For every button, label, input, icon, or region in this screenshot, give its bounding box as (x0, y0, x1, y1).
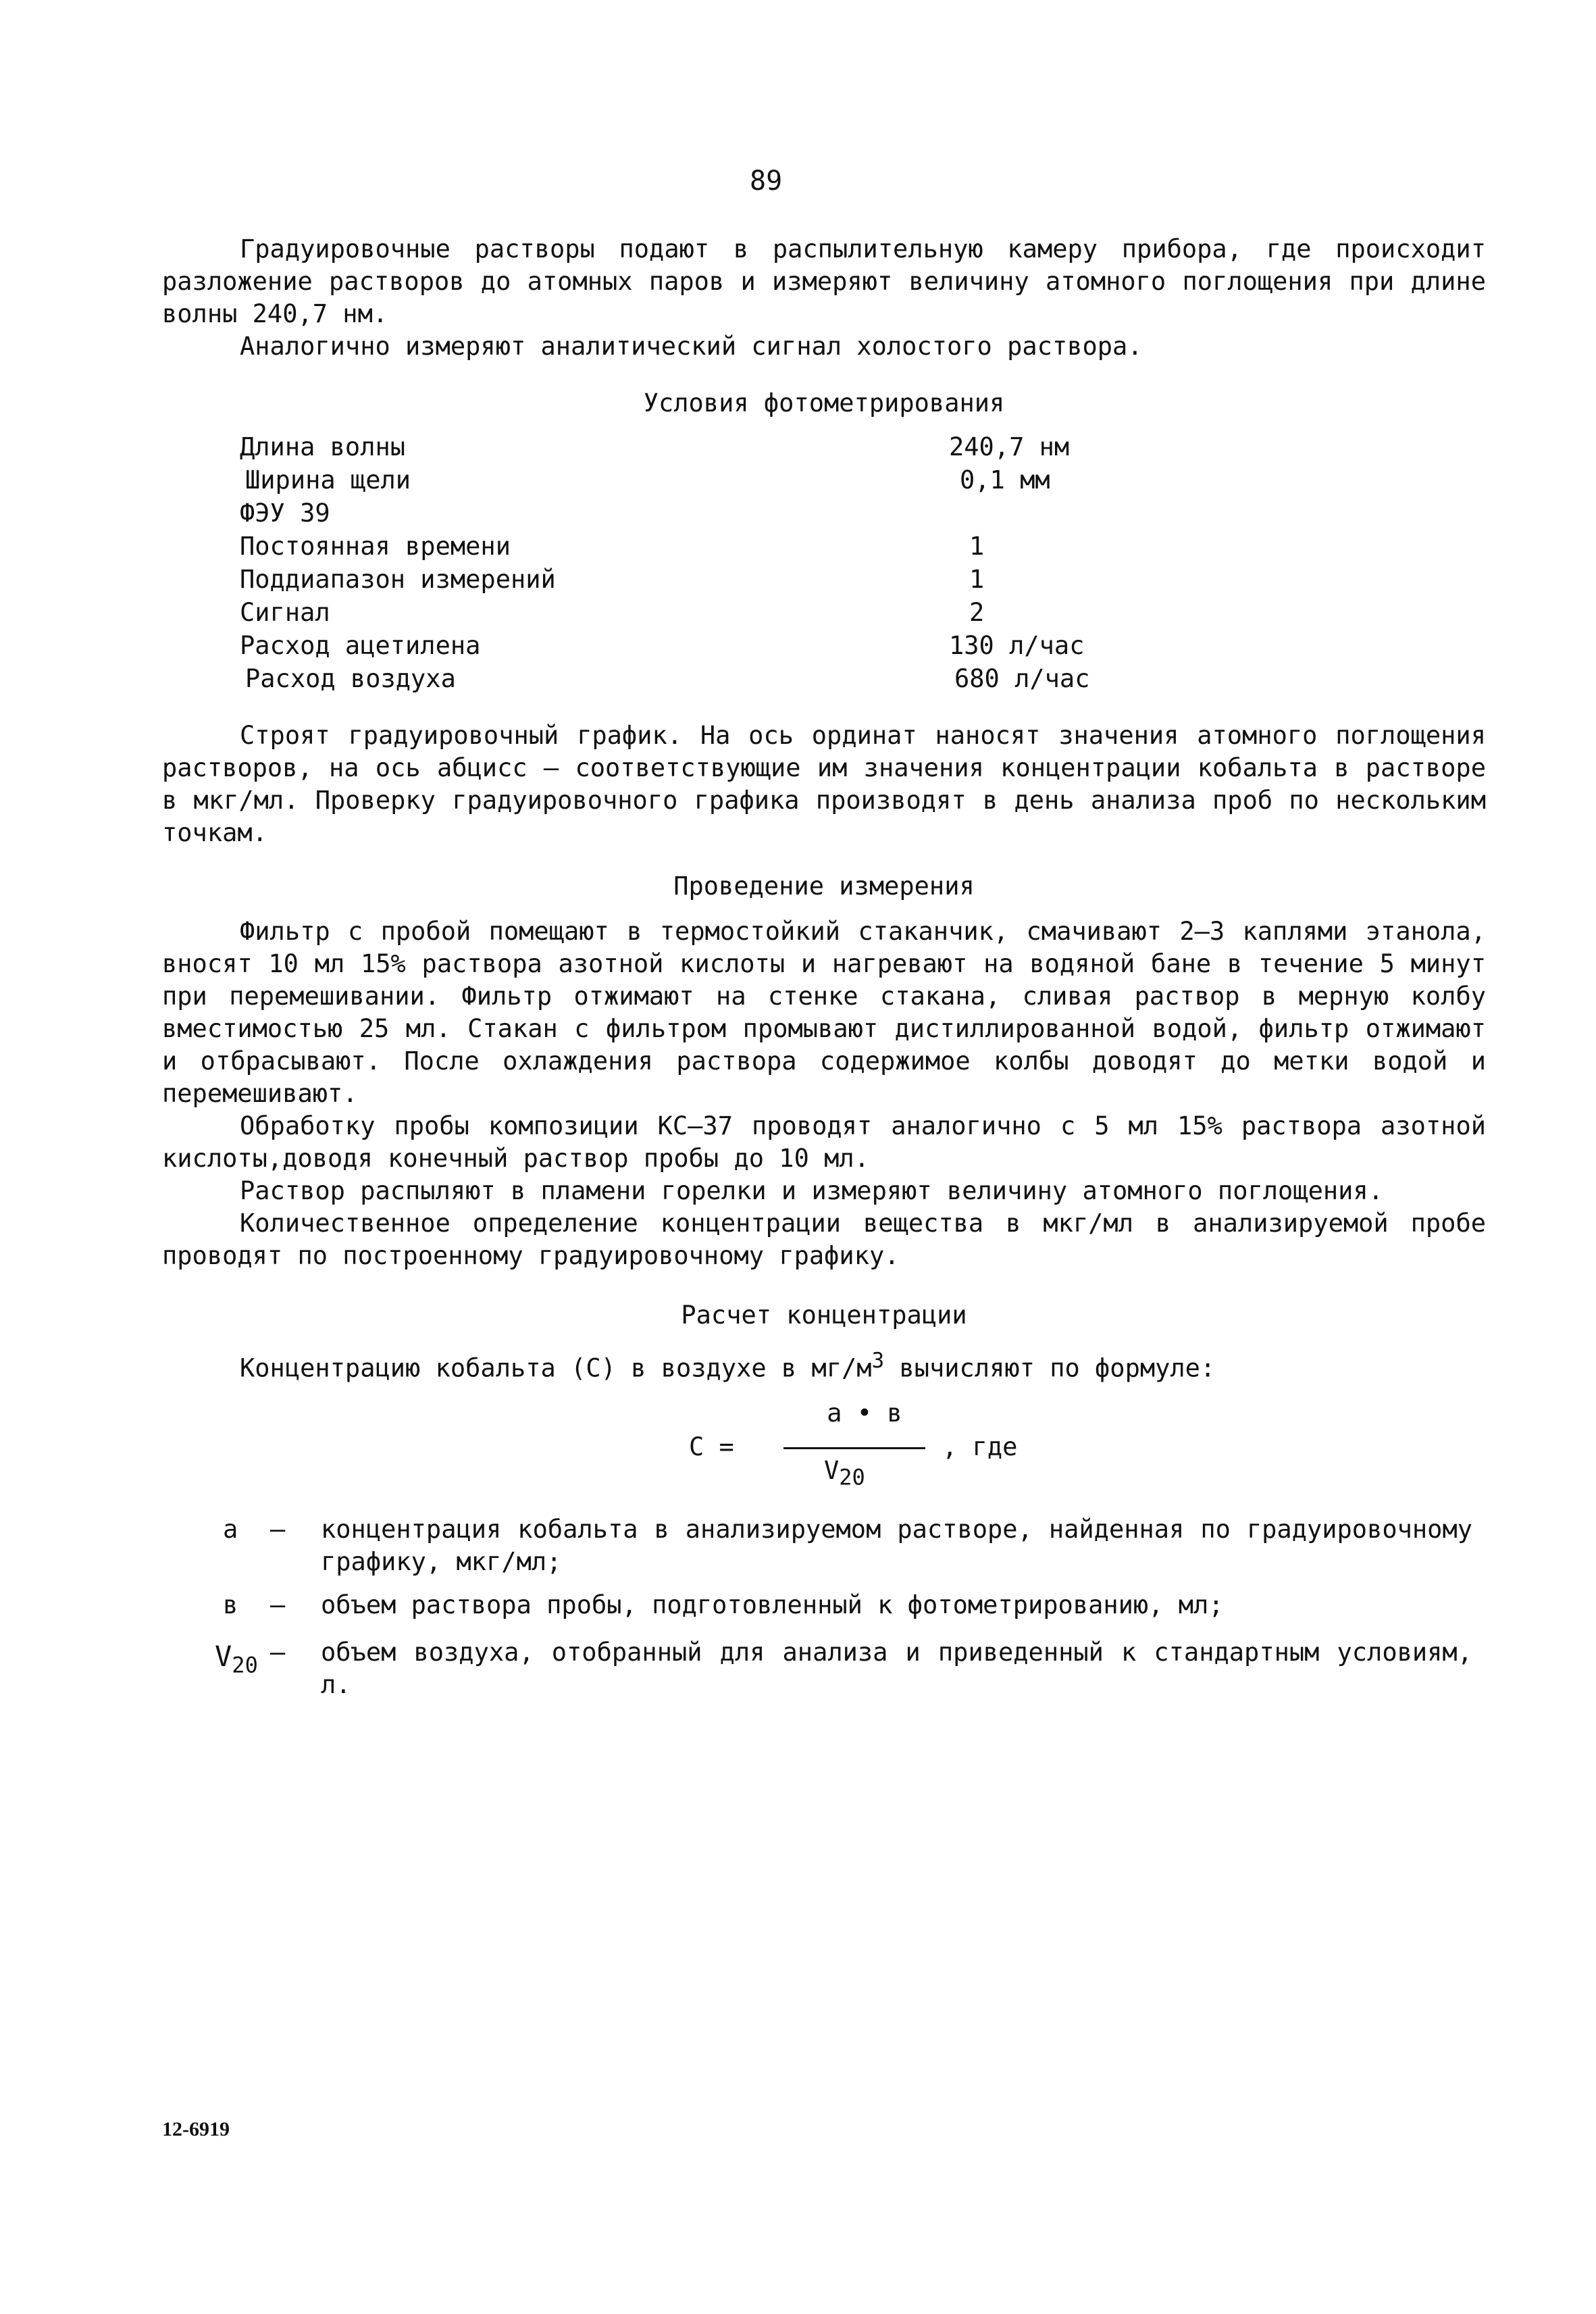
definition-dash: – (270, 1590, 286, 1619)
condition-value (949, 499, 1219, 532)
condition-value: 680 л/час (954, 664, 1090, 693)
condition-value: 1 (969, 565, 985, 594)
definition-dash: – (270, 1638, 286, 1667)
intro-paragraph-blank: Аналогично измеряют аналитический сигнал холостого раствора. (240, 332, 1143, 361)
condition-value: 1 (969, 532, 985, 561)
condition-value: 130 л/час (949, 631, 1085, 660)
measurement-paragraph: Раствор распыляют в пламени горелки и измеряют величину атомного поглощения. (240, 1176, 1383, 1205)
calculation-heading: Расчет концентрации (681, 1301, 967, 1330)
measurement-section (162, 915, 1486, 1272)
condition-label: Расход ацетилена (240, 631, 481, 660)
calculation-intro (162, 1344, 1486, 1384)
condition-label: Длина волны (240, 432, 406, 461)
formula-denominator: $V_{20}$ (824, 1456, 865, 1490)
measurement-heading: Проведение измерения (673, 872, 975, 901)
condition-label: Ширина щели (245, 466, 411, 495)
intro-section (162, 233, 1486, 363)
calibration-section (162, 720, 1486, 849)
definition-symbol: в (223, 1590, 238, 1619)
definition-text: концентрация кобальта в анализируемом растворе, найденная по градуировочному графику, мкг/мл; (321, 1515, 1472, 1576)
measurement-paragraph: Фильтр с пробой помещают в термостойкий стаканчик, смачивают 2–3 каплями этанола, вносят 10 мл 15% раствора азотной кислоты и нагревают на водяной бане в течение 5 минут при перемешивании. Фильтр отжимают на стенке стакана, сливая раствор в мерную колбу вместимостью 25 мл. Стакан с фильтром промывают дистиллированной водой, фильтр отжимают и отбрасывают. После охлаждения раствора содержимое колбы доводят до метки водой и перемешивают. (162, 917, 1486, 1108)
measurement-paragraph: Обработку пробы композиции КС–37 проводят аналогично с 5 мл 15% раствора азотной кислоты,доводя конечный раствор пробы до 10 мл. (162, 1111, 1486, 1173)
condition-row (240, 664, 1239, 697)
conditions-table (240, 432, 1239, 697)
definition-text: объем раствора пробы, подготовленный к фотометрированию, мл; (321, 1590, 1224, 1619)
intro-paragraph: Градуировочные растворы подают в распылительную камеру прибора, где происходит разложение растворов до атомных паров и измеряют величину атомного поглощения при длине волны 240,7 нм. (162, 234, 1486, 328)
condition-row (240, 499, 1239, 532)
conditions-heading: Условия фотометрирования (643, 388, 1005, 418)
calculation-intro-end: вычисляют по формуле: (884, 1353, 1216, 1383)
condition-value: 0,1 мм (960, 466, 1050, 495)
cubic-superscript: 3 (871, 1349, 885, 1373)
fraction-bar (783, 1447, 925, 1449)
condition-row (240, 598, 1239, 631)
calibration-paragraph: Строят градуировочный график. На ось ординат наносят значения атомного поглощения растворов, на ось абцисс – соответствующие им значения концентрации кобальта в растворе в мкг/мл. Проверку градуировочного графика производят в день анализа проб по нескольким точкам. (162, 721, 1486, 847)
condition-row (240, 432, 1239, 466)
condition-row (240, 466, 1239, 499)
condition-label: Поддиапазон измерений (240, 565, 556, 594)
definition-symbol: а (223, 1515, 238, 1544)
definition-symbol: $V_{20}$ (215, 1640, 258, 1678)
calculation-intro-text: Концентрацию кобальта (С) в воздухе в мг/м (240, 1353, 872, 1383)
concentration-formula (689, 1399, 1094, 1493)
condition-label: Расход воздуха (245, 664, 456, 693)
measurement-paragraph: Количественное определение концентрации вещества в мкг/мл в анализируемой пробе проводят по построенному градуировочному графику. (162, 1209, 1486, 1270)
condition-value: 2 (969, 598, 985, 627)
formula-numerator: а • в (827, 1399, 902, 1428)
condition-row (240, 631, 1239, 664)
condition-value: 240,7 нм (949, 432, 1070, 461)
definition-text: объем воздуха, отобранный для анализа и приведенный к стандартным условиям, л. (321, 1638, 1472, 1699)
page-number: 89 (750, 166, 783, 197)
definition-dash: – (270, 1515, 286, 1544)
footer-code: 12-6919 (162, 2118, 230, 2140)
formula-where: , где (942, 1432, 1018, 1461)
condition-label: ФЭУ 39 (240, 499, 330, 528)
condition-label: Постоянная времени (240, 532, 511, 561)
condition-row (240, 565, 1239, 598)
condition-row (240, 532, 1239, 565)
condition-label: Сигнал (240, 598, 330, 627)
formula-lhs: С = (689, 1432, 734, 1461)
